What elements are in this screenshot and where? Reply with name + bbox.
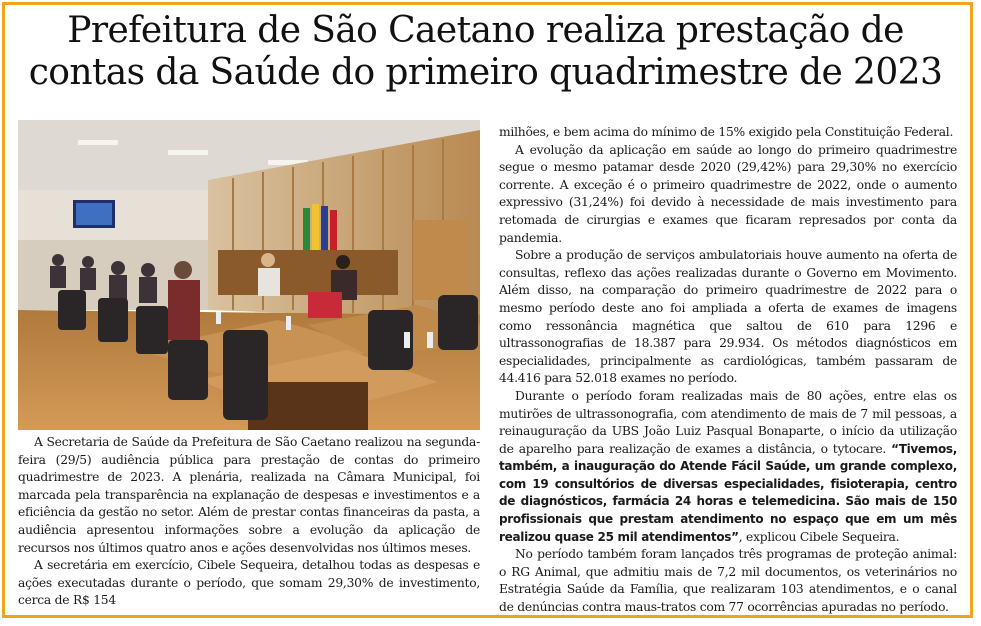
paragraph-2-continued: milhões, e bem acima do mínimo de 15% exigido pela Constituição Federal. [499, 125, 954, 139]
headline-line-2: contas da Saúde do primeiro quadrimestre de 2023 [28, 52, 943, 93]
paragraph-5-attribution: , explicou Cibele Sequeira. [738, 529, 900, 544]
quote-cibele-sequeira: “Tivemos, também, a inauguração do Atende Fácil Saúde, um grande complexo, com 19 consultórios de diversas especialidades, fisioterapia, centro de diagnósticos, farmácia 24 horas e telemedicina. São mais de 150 profissionais que prestam atendimento no espaço que em um mês realizou quase 25 mil atendimentos” [499, 441, 958, 544]
headline-line-1: Prefeitura de São Caetano realiza prestação de [67, 10, 904, 51]
paragraph-5-intro: Durante o período foram realizadas mais de 80 ações, entre elas os mutirões de ultrassonografia, com atendimento de mais de 7 mil pessoas, a reinauguração da UBS João Luiz Pasqual Bonaparte, o início da utilização de aparelho para realização de exames a distância, o tytocare. [499, 388, 957, 456]
paragraph-1: A Secretaria de Saúde da Prefeitura de São Caetano realizou na segunda-feira (29/5) audiência pública para prestação de contas do primeiro quadrimestre de 2023. A plenária, realizada na Câmara Municipal, foi marcada pela transparência na explanação de despesas e investimentos e a eficiência da gestão no setor. Além de prestar contas financeiras da pasta, a audiência apresentou informações sobre a evolução da aplicação de recursos nos últimos quatro anos e ações desenvolvidas nos últimos meses. [18, 435, 480, 555]
paragraph-4: Sobre a produção de serviços ambulatoriais houve aumento na oferta de consultas, reflexo das ações realizadas durante o Governo em Movimento. Além disso, na comparação do primeiro quadrimestre de 2022 para o mesmo período deste ano foi ampliada a oferta de exames de imagens como ressonância magnética que saltou de 610 para 1296 e ultrassonografias de 18.387 para 29.934. Os métodos diagnósticos em especialidades, principalmente as cardiológicas, também passaram de 44.416 para 52.018 exames no período. [499, 248, 957, 386]
right-column [499, 124, 957, 617]
left-column [18, 434, 480, 610]
paragraph-6: No período também foram lançados três programas de proteção animal: o RG Animal, que admitiu mais de 7,2 mil documentos, os veterinários no Estratégia Saúde da Família, que realizaram 103 atendimentos, e o canal de denúncias contra maus-tratos com 77 ocorrências apuradas no período. [499, 547, 957, 615]
paragraph-5 [499, 388, 957, 546]
paragraph-2: A secretária em exercício, Cibele Sequeira, detalhou todas as despesas e ações executadas durante o período, que somam 29,30% de investimento, cerca de R$ 154 [18, 558, 480, 608]
article-headline [12, 10, 959, 94]
photo-illustration [18, 120, 480, 430]
paragraph-3: A evolução da aplicação em saúde ao longo do primeiro quadrimestre segue o mesmo patamar desde 2020 (29,42%) para 29,30% no exercício corrente. A exceção é o primeiro quadrimestre de 2022, onde o aumento expressivo (31,24%) foi devido à necessidade de mais investimento para retomada de cirurgias e exames que ficaram represados por conta da pandemia. [499, 142, 957, 245]
council-chamber-photo [18, 120, 480, 430]
